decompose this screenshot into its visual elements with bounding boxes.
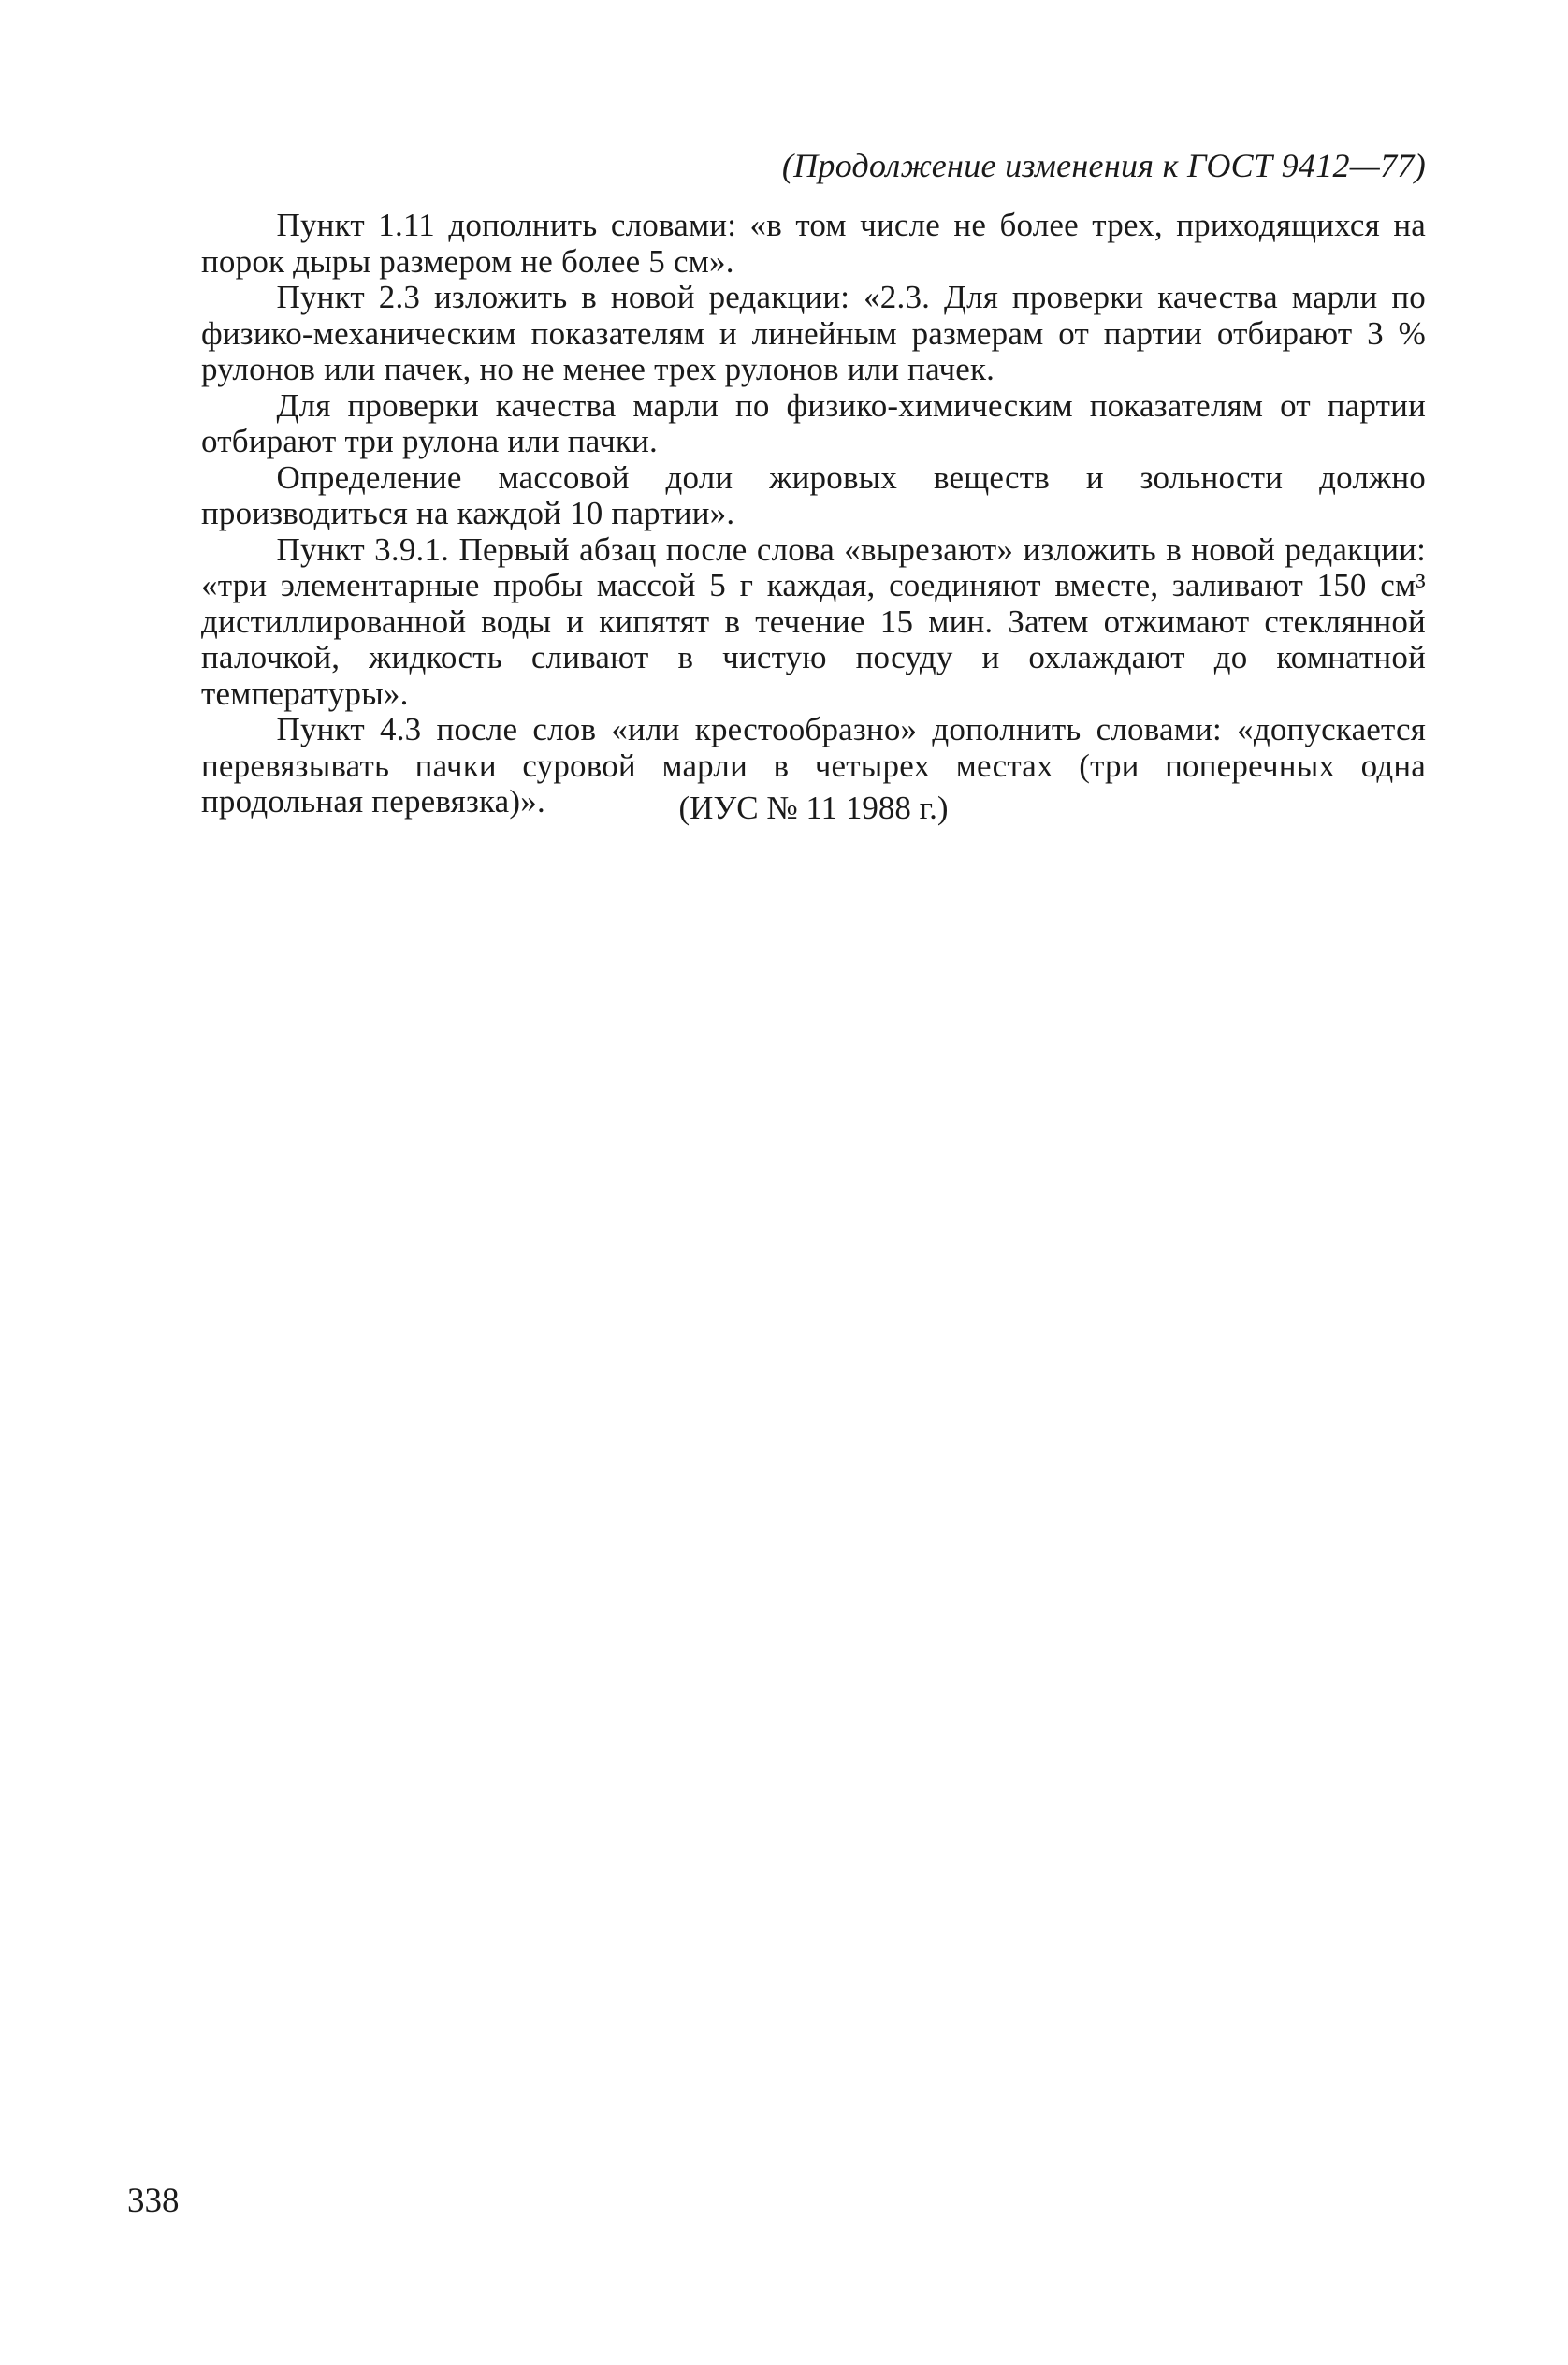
paragraph-item-2-3: Пункт 2.3 изложить в новой редакции: «2.3. Для проверки качества марли по физико-механическим показателям и линейным размерам от партии отбирают 3 % рулонов или пачек, но не менее трех рулонов или пачек. (201, 279, 1426, 387)
continuation-header: (Продолжение изменения к ГОСТ 9412—77) (781, 147, 1426, 184)
paragraph-item-4-3: Пункт 4.3 после слов «или крестообразно» дополнить словами: «допускается перевязывать пачки суровой марли в четырех местах (три поперечных одна продольная перевязка)». (201, 711, 1426, 820)
paragraph-item-3-9-1: Пункт 3.9.1. Первый абзац после слова «вырезают» изложить в новой редакции: «три элементарные пробы массой 5 г каждая, соединяют вместе, заливают 150 см³ дистиллированной воды и кипятят в течение 15 мин. Затем отжимают стеклянной палочкой, жидкость сливают в чистую посуду и охлаждают до комнатной температуры». (201, 530, 1426, 712)
paragraph-physicochemical: Для проверки качества марли по физико-химическим показателям от партии отбирают три рулона или пачки. (201, 386, 1426, 459)
amendment-text (201, 208, 1426, 820)
page-number: 338 (127, 2182, 180, 2220)
source-citation: (ИУС № 11 1988 г.) (678, 790, 949, 826)
paragraph-mass-fraction: Определение массовой доли жировых веществ и зольности должно производиться на каждой 10 партии». (201, 458, 1426, 531)
paragraph-item-1-11: Пункт 1.11 дополнить словами: «в том числе не более трех, приходящихся на порок дыры размером не более 5 см». (201, 207, 1426, 280)
